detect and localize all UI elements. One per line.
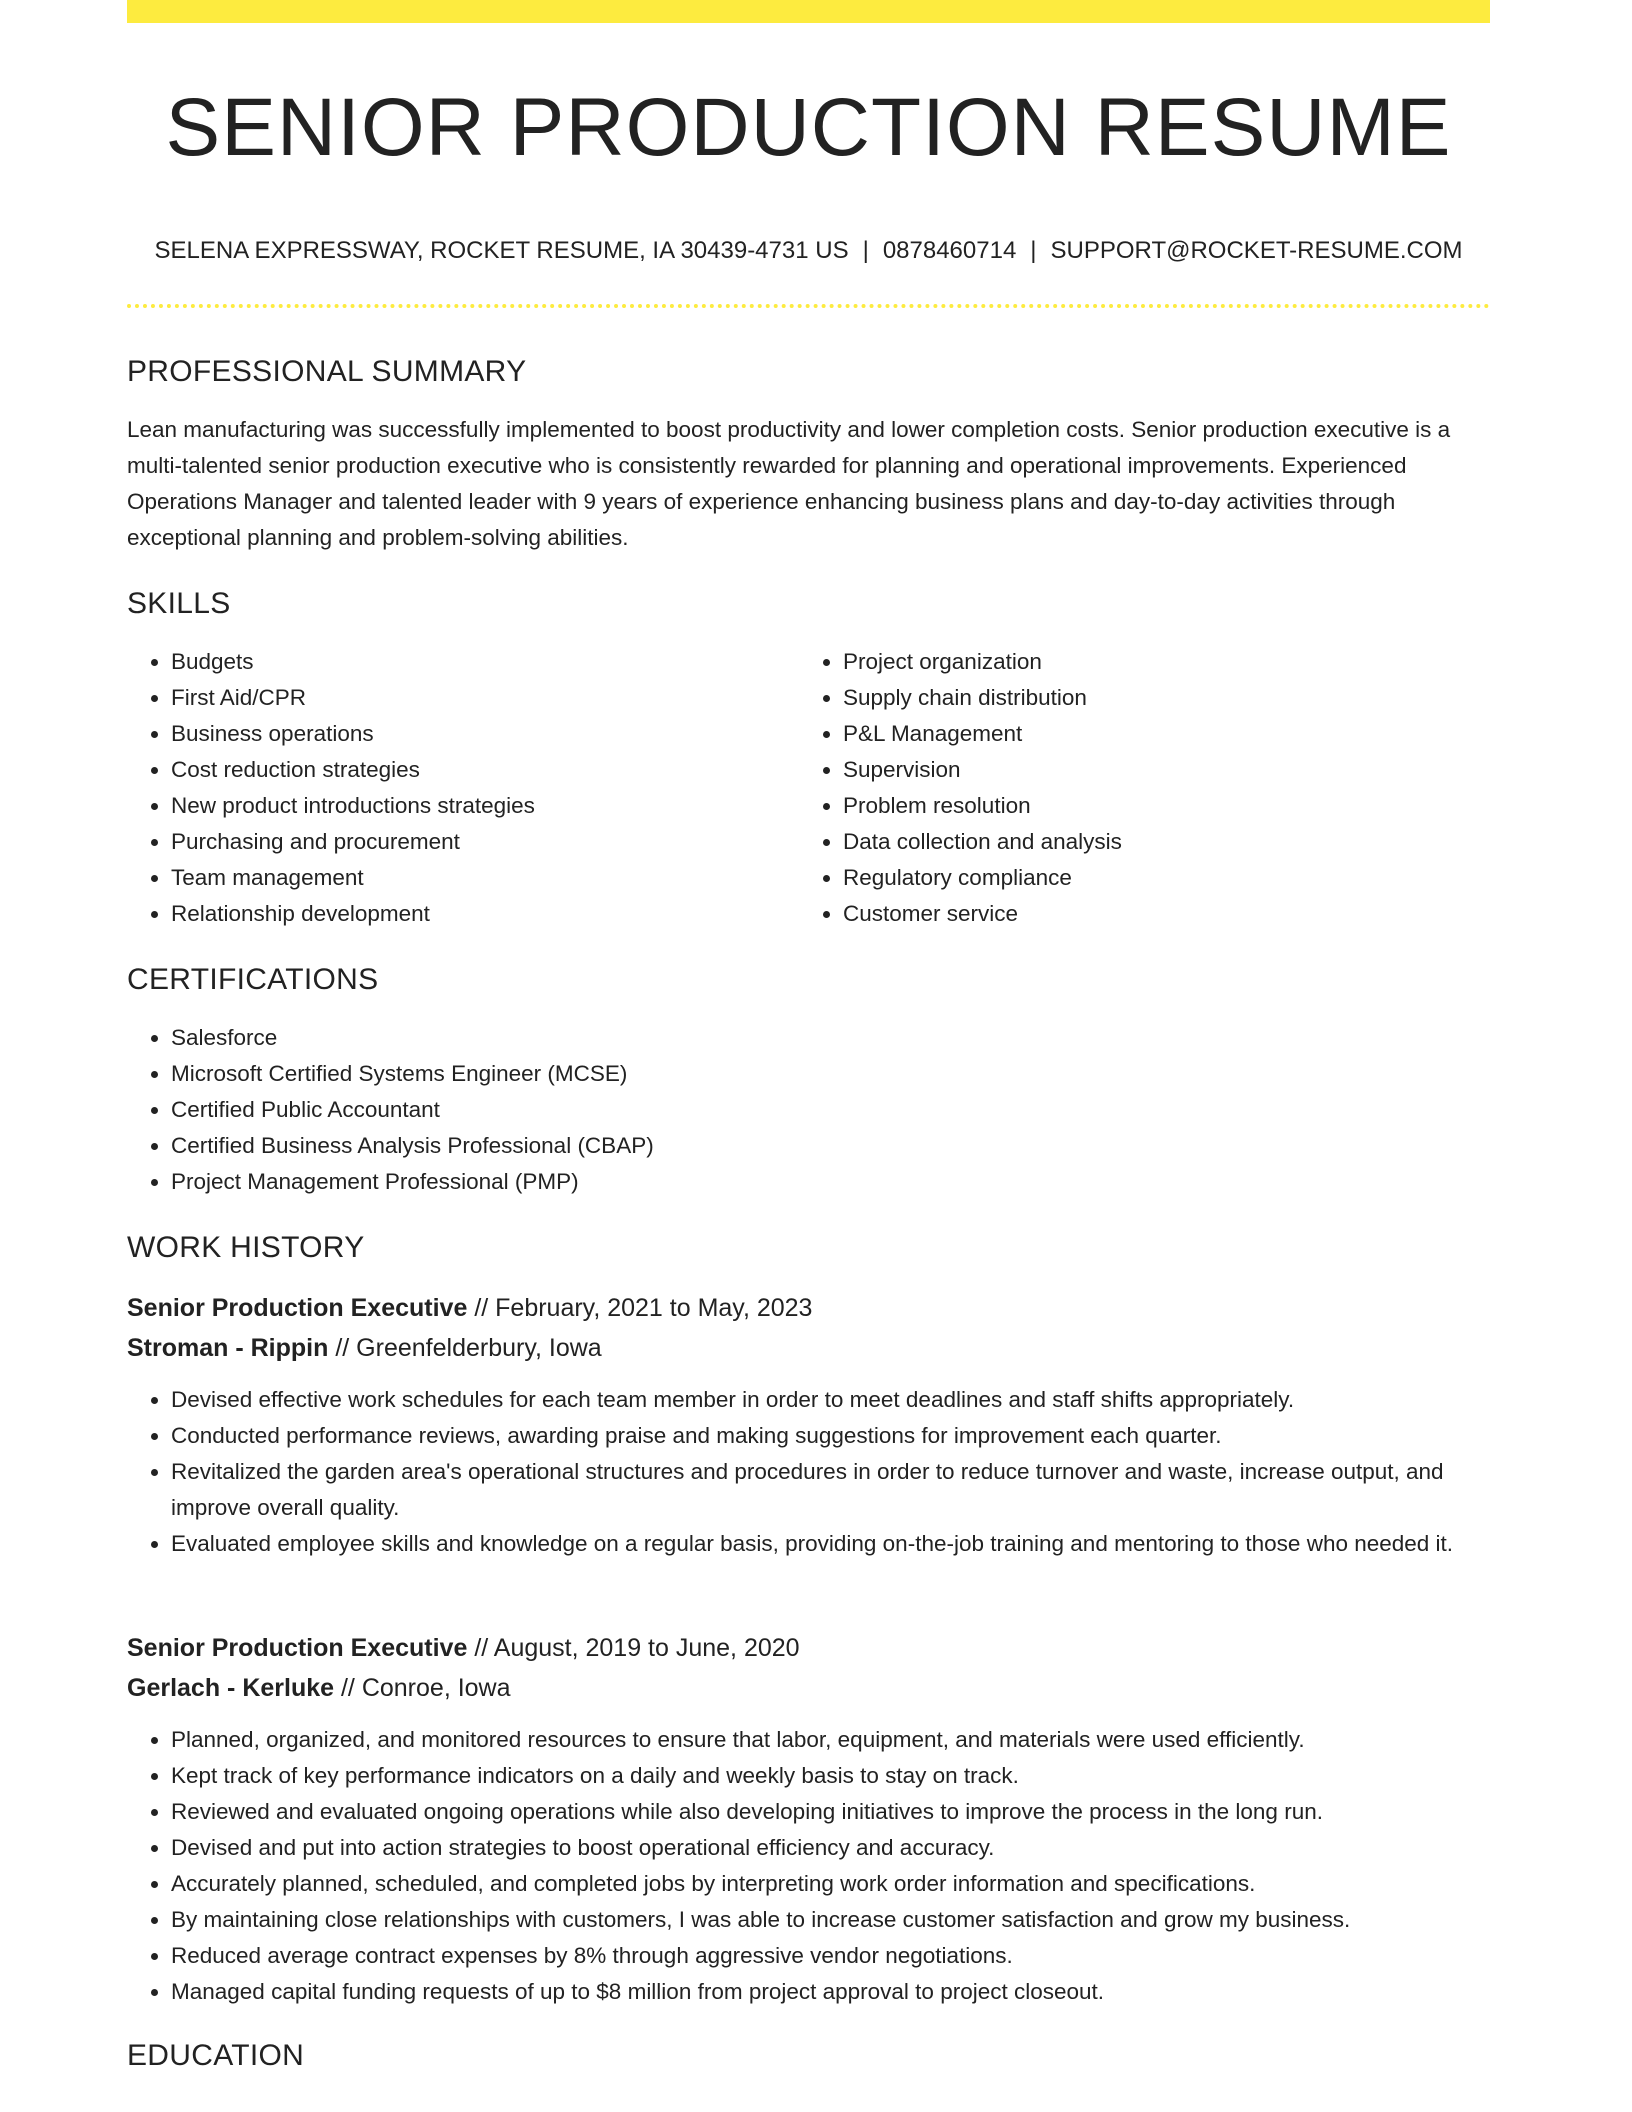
job-bullet: • Managed capital funding requests of up to $8 million from project approval to project closeout. — [171, 1974, 1490, 2010]
summary-text: Lean manufacturing was successfully implemented to boost productivity and lower completion costs. Senior production executive is a multi-talented senior production executive who is consistently rewarded for planning and operational improvements. Experienced Operations Manager and talented leader with 9 years of experience enhancing business plans and day-to-day activities through exceptional planning and problem-solving abilities. — [127, 417, 1451, 550]
job-bullet: • Planned, organized, and monitored resources to ensure that labor, equipment, and materials were used efficiently. — [171, 1722, 1490, 1758]
certifications-list — [127, 1020, 1471, 1200]
skills-list-left — [127, 644, 791, 932]
job-bullet: • By maintaining close relationships with customers, I was able to increase customer satisfaction and grow my business. — [171, 1902, 1490, 1938]
skill-item: • Relationship development — [171, 896, 791, 932]
work-history-heading: WORK HISTORY — [127, 1231, 365, 1264]
skills-list-right — [799, 644, 1483, 932]
certifications-heading: CERTIFICATIONS — [127, 963, 379, 996]
skill-item: • Data collection and analysis — [843, 824, 1483, 860]
skill-item: • Purchasing and procurement — [171, 824, 791, 860]
job-company-line — [127, 1328, 1490, 1368]
certification-item: • Project Management Professional (PMP) — [171, 1164, 1471, 1200]
contact-phone: 0878460714 — [882, 237, 1017, 264]
job-company: Stroman - Rippin — [127, 1334, 329, 1362]
job-dates: // February, 2021 to May, 2023 — [474, 1294, 813, 1322]
contact-line — [127, 234, 1490, 268]
job-company-line — [127, 1668, 1490, 1708]
skill-item: • Project organization — [843, 644, 1483, 680]
job-bullets — [127, 1382, 1490, 1562]
skill-item: • Problem resolution — [843, 788, 1483, 824]
job-location: // Greenfelderbury, Iowa — [335, 1334, 602, 1362]
education-heading: EDUCATION — [127, 2039, 305, 2072]
top-accent-bar — [127, 0, 1490, 23]
job-bullet: • Conducted performance reviews, awarding praise and making suggestions for improvement each quarter. — [171, 1418, 1490, 1454]
contact-address: SELENA EXPRESSWAY, ROCKET RESUME, IA 30439-4731 US — [154, 237, 849, 264]
job-bullet: • Kept track of key performance indicators on a daily and weekly basis to stay on track. — [171, 1758, 1490, 1794]
contact-separator: | — [1030, 237, 1037, 264]
job-title-line — [127, 1288, 1490, 1328]
skill-item: • New product introductions strategies — [171, 788, 791, 824]
job-bullet: • Evaluated employee skills and knowledge on a regular basis, providing on-the-job training and mentoring to those who needed it. — [171, 1526, 1490, 1562]
certification-item: • Microsoft Certified Systems Engineer (MCSE) — [171, 1056, 1471, 1092]
job-company: Gerlach - Kerluke — [127, 1674, 335, 1702]
summary-heading: PROFESSIONAL SUMMARY — [127, 355, 527, 388]
job-bullet: • Reviewed and evaluated ongoing operations while also developing initiatives to improve the process in the long run. — [171, 1794, 1490, 1830]
skill-item: • Customer service — [843, 896, 1483, 932]
dotted-divider — [127, 304, 1490, 308]
skill-item: • Regulatory compliance — [843, 860, 1483, 896]
job-bullets — [127, 1722, 1490, 2010]
certification-item: • Certified Business Analysis Professional (CBAP) — [171, 1128, 1471, 1164]
skill-item: • P&L Management — [843, 716, 1483, 752]
skill-item: • Business operations — [171, 716, 791, 752]
job-bullet: • Revitalized the garden area's operational structures and procedures in order to reduce turnover and waste, increase output, and improve overall quality. — [171, 1454, 1490, 1526]
contact-email: SUPPORT@ROCKET-RESUME.COM — [1050, 237, 1463, 264]
skill-item: • Cost reduction strategies — [171, 752, 791, 788]
job-title-line — [127, 1628, 1490, 1668]
job-title: Senior Production Executive — [127, 1294, 468, 1322]
skills-heading: SKILLS — [127, 587, 231, 620]
skill-item: • Team management — [171, 860, 791, 896]
contact-separator: | — [862, 237, 869, 264]
job-bullet: • Reduced average contract expenses by 8% through aggressive vendor negotiations. — [171, 1938, 1490, 1974]
job-bullet: • Devised effective work schedules for each team member in order to meet deadlines and staff shifts appropriately. — [171, 1382, 1490, 1418]
job-dates: // August, 2019 to June, 2020 — [474, 1634, 800, 1662]
skill-item: • Supply chain distribution — [843, 680, 1483, 716]
job-bullet: • Devised and put into action strategies to boost operational efficiency and accuracy. — [171, 1830, 1490, 1866]
job-location: // Conroe, Iowa — [340, 1674, 511, 1702]
job-bullet: • Accurately planned, scheduled, and completed jobs by interpreting work order information and specifications. — [171, 1866, 1490, 1902]
certification-item: • Certified Public Accountant — [171, 1092, 1471, 1128]
skill-item: • First Aid/CPR — [171, 680, 791, 716]
skill-item: • Supervision — [843, 752, 1483, 788]
skill-item: • Budgets — [171, 644, 791, 680]
job-title: Senior Production Executive — [127, 1634, 468, 1662]
resume-title: SENIOR PRODUCTION RESUME — [165, 82, 1452, 173]
certification-item: • Salesforce — [171, 1020, 1471, 1056]
